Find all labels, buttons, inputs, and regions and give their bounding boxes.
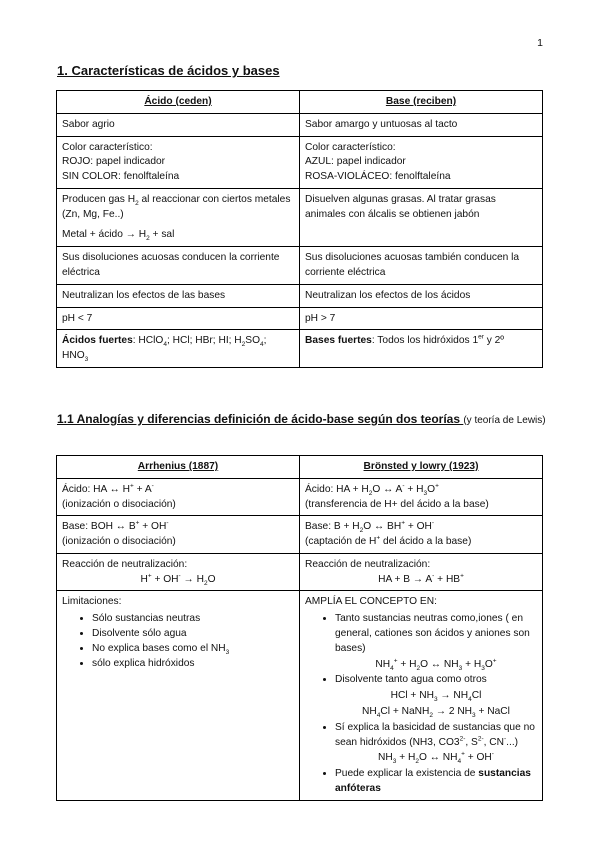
- color-base-cell: [300, 136, 543, 188]
- metal-acid-equation: Metal + ácido → $H_2$ + sal: [62, 229, 175, 243]
- header-base: Base (reciben): [300, 91, 543, 114]
- table-row: [57, 307, 543, 330]
- ph-base: pH > 7: [300, 307, 543, 330]
- gas-acid-cell: [57, 188, 300, 246]
- disol-base: Sus disoluciones acuosas también conducen la corriente eléctrica: [300, 247, 543, 285]
- bronsted-acid-cell: Ácido: HA + $H_2O$ ↔ $A^- + H_3O^+$ (transferencia de H+ del ácido a la base): [300, 478, 543, 516]
- list-item: • Puede explicar la existencia de sustancias anfóteras: [335, 767, 537, 797]
- bronsted-neutr-cell: Reacción de neutralización: HA + B → A- + HB+: [300, 553, 543, 591]
- arrhenius-base-cell: Base: BOH ↔ B+ + OH- (ionización o disociación): [57, 516, 300, 554]
- color-acid-line: ROJO: papel indicador: [62, 156, 166, 168]
- color-base-line: ROSA-VIOLÁCEO: fenolftaleína: [305, 171, 451, 183]
- arrhenius-acid-cell: Ácido: HA ↔ H+ + A- (ionización o disociación): [57, 478, 300, 516]
- table-header-row: [57, 91, 543, 114]
- ph-acid: pH < 7: [57, 307, 300, 330]
- header-bronsted: Brönsted y lowry (1923): [300, 456, 543, 479]
- limitations-list: [62, 612, 294, 671]
- sabor-acid: Sabor agrio: [57, 113, 300, 136]
- color-acid-line: SIN COLOR: fenolftaleína: [62, 171, 180, 183]
- section-title-note: (y teoría de Lewis): [463, 415, 546, 426]
- table-row: [57, 516, 543, 554]
- table-row: [57, 284, 543, 307]
- amplia-list: [305, 612, 537, 796]
- table-row: [57, 478, 543, 516]
- color-acid-cell: [57, 136, 300, 188]
- limitations-cell: Limitaciones: • Sólo sustancias neutras • Disolvente sólo agua • No explica bases como el $NH_3$ • sólo explica hidróxidos: [57, 591, 300, 800]
- table-header-row: [57, 456, 543, 479]
- characteristics-table: [56, 90, 543, 368]
- list-item: • No explica bases como el $NH_3$: [92, 642, 294, 657]
- header-acid: Ácido (ceden): [57, 91, 300, 114]
- table-row: [57, 591, 543, 800]
- color-acid-line: Color característico:: [62, 141, 153, 153]
- fuertes-base-cell: Bases fuertes: Todos los hidróxidos 1er y 2º: [300, 330, 543, 368]
- list-item: • Sólo sustancias neutras: [92, 612, 294, 627]
- gas-acid-text: Producen gas $H_2$ al reaccionar con ciertos metales (Zn, Mg, Fe..): [62, 193, 291, 220]
- list-item: • Disolvente tanto agua como otros HCl + $NH_3 \to NH_4Cl$ $NH_4Cl$ + NaNH$_2$ → 2 $NH_3$ + NaCl: [335, 673, 537, 719]
- list-item: • sólo explica hidróxidos: [92, 657, 294, 672]
- neutr-acid: Neutralizan los efectos de las bases: [57, 284, 300, 307]
- color-base-line: Color característico:: [305, 141, 396, 153]
- table-row: [57, 113, 543, 136]
- color-base-line: AZUL: papel indicador: [305, 156, 406, 168]
- amplia-cell: AMPLÍA EL CONCEPTO EN: • Tanto sustancias neutras como,iones ( en general, cationes son ácidos y aniones son bases) $NH_4^+ + H_2O$ ↔ $NH_3 + H_3O^+$ • Disolvente tanto agua como otros HCl + $NH_3 \to NH_4Cl$ $NH_4Cl$ + NaNH$_2$ → 2 $NH_3$ + NaCl • Sí explica la basicidad de sustancias que no sean hidróxidos (NH3, $CO3^{2-}$, $S^{2-}$, CN-...) $NH_3 + H_2O$ ↔ $NH_4^+ + OH^-$ • Puede explicar la existencia de sustancias anfóteras: [300, 591, 543, 800]
- table-row: [57, 136, 543, 188]
- neutr-base: Neutralizan los efectos de los ácidos: [300, 284, 543, 307]
- page-number: 1: [537, 37, 543, 49]
- arrhenius-neutr-cell: Reacción de neutralización: $H^+ + OH^- \to H_2O$: [57, 553, 300, 591]
- table-row: [57, 188, 543, 246]
- table-row: [57, 247, 543, 285]
- fuertes-acid-cell: Ácidos fuertes: HClO$_4$; HCl; HBr; HI; $H_2SO_4$; $HNO_3$: [57, 330, 300, 368]
- section-title: [57, 410, 547, 429]
- grasas-base-cell: Disuelven algunas grasas. Al tratar grasas animales con álcalis se obtienen jabón: [300, 188, 543, 246]
- list-item: • Tanto sustancias neutras como,iones ( en general, cationes son ácidos y aniones son bases) $NH_4^+ + H_2O$ ↔ $NH_3 + H_3O^+$: [335, 612, 537, 672]
- disol-acid: Sus disoluciones acuosas conducen la corriente eléctrica: [57, 247, 300, 285]
- table-row: [57, 330, 543, 368]
- list-item: • Disolvente sólo agua: [92, 627, 294, 642]
- page-title: 1. Características de ácidos y bases: [57, 63, 280, 78]
- theories-table: [56, 455, 543, 801]
- table-row: [57, 553, 543, 591]
- section-title-text: 1.1 Analogías y diferencias definición de ácido-base según dos teorías: [57, 412, 464, 426]
- list-item: • Sí explica la basicidad de sustancias que no sean hidróxidos (NH3, $CO3^{2-}$, $S^{2-}$, CN-...) $NH_3 + H_2O$ ↔ $NH_4^+ + OH^-$: [335, 721, 537, 766]
- bronsted-base-cell: Base: $B + H_2O$ ↔ BH+ + OH- (captación de H+ del ácido a la base): [300, 516, 543, 554]
- header-arrhenius: Arrhenius (1887): [57, 456, 300, 479]
- sabor-base: Sabor amargo y untuosas al tacto: [300, 113, 543, 136]
